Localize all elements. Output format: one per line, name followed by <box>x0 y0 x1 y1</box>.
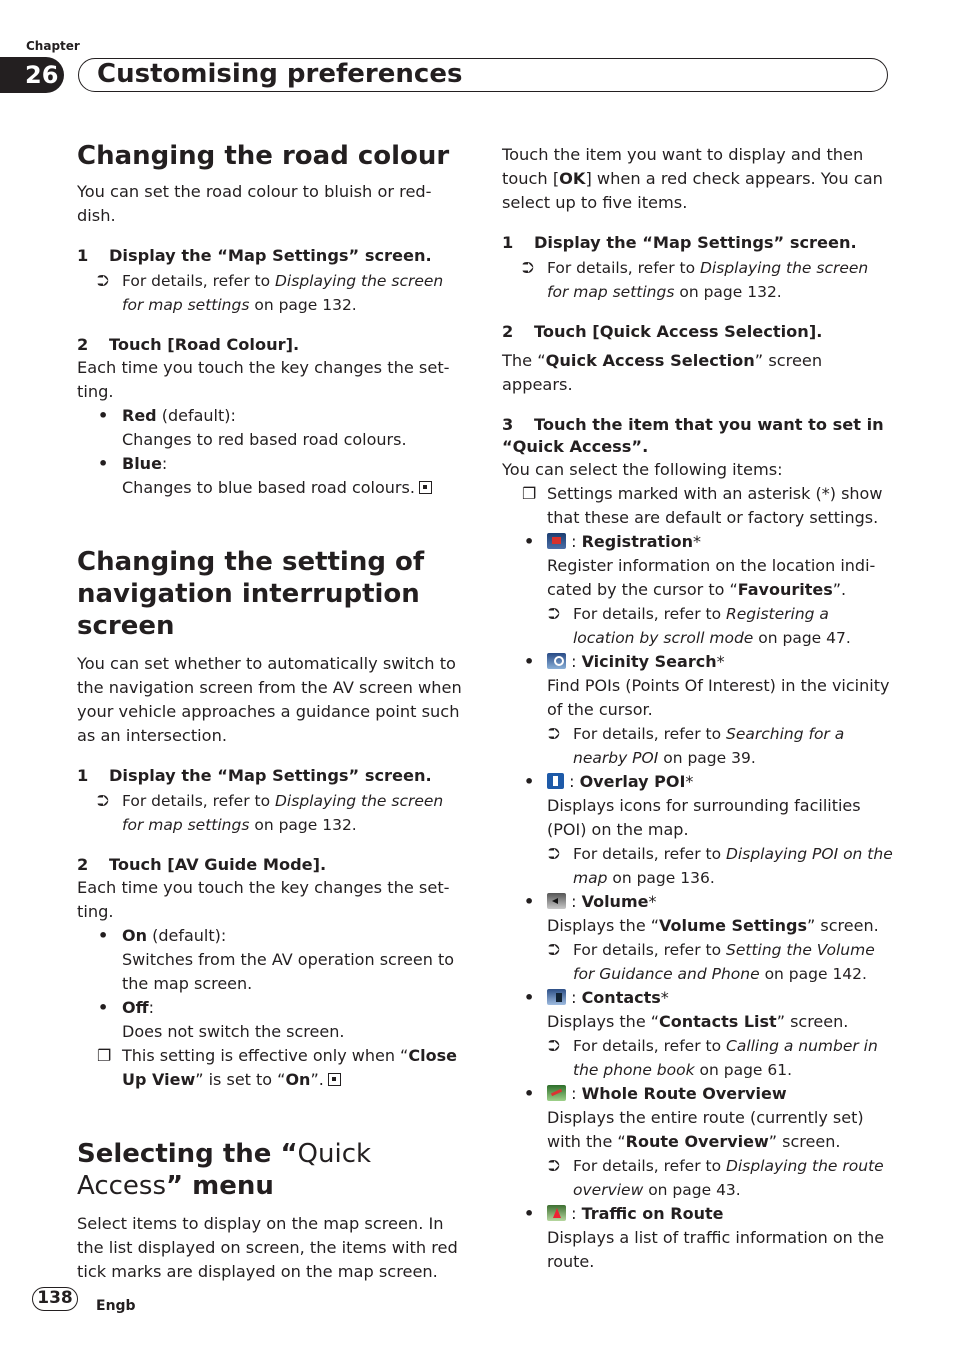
road-colour-heading: Changing the road colour <box>77 141 450 171</box>
end-mark-icon <box>419 481 432 494</box>
arrow-ref-icon: ⮊ <box>548 725 560 743</box>
nav-interrupt-step-2-desc: Each time you touch the key changes the set-ting. <box>77 878 450 921</box>
item-registration-desc: Register information on the location indi-cated by the cursor to “Favourites”. <box>547 556 876 599</box>
page-link[interactable]: Displaying the screen for map settings <box>547 259 869 301</box>
arrow-ref-icon: ⮊ <box>548 1037 560 1055</box>
bullet-icon: • <box>98 454 109 473</box>
road-colour-step-1: 1 Display the “Map Settings” screen. <box>77 246 432 265</box>
vicinity-search-icon <box>547 653 566 669</box>
page-link[interactable]: Searching for a nearby POI <box>573 725 845 767</box>
asterisk-note: ❐ Settings marked with an asterisk (*) show that these are default or factory settings. <box>522 484 883 527</box>
item-vicinity-search-ref: ⮊ For details, refer to Searching for a nearby POI on page 39. <box>502 722 894 770</box>
nav-interrupt-intro: You can set whether to automatically switch to the navigation screen from the AV screen when your vehicle approaches a guidance point such as an intersection. <box>77 654 462 745</box>
page-link[interactable]: Registering a location by scroll mode <box>573 605 829 647</box>
arrow-ref-icon: ⮊ <box>548 941 560 959</box>
item-volume: • : Volume* <box>502 890 894 914</box>
page-link[interactable]: Displaying the route overview <box>573 1157 884 1199</box>
option-on: • On (default): <box>77 924 465 948</box>
note-box-icon: ❐ <box>522 484 537 503</box>
item-volume-ref: ⮊ For details, refer to Setting the Volume for Guidance and Phone on page 142. <box>502 938 894 986</box>
road-colour-intro: You can set the road colour to bluish or red-dish. <box>77 182 432 225</box>
quick-access-step-1-ref: ⮊ For details, refer to Displaying the screen for map settings on page 132. <box>502 256 894 304</box>
left-column <box>77 140 465 1284</box>
nav-interrupt-step-2: 2 Touch [AV Guide Mode]. <box>77 855 327 874</box>
option-off: • Off: <box>77 996 465 1020</box>
item-overlay-poi-desc: Displays icons for surrounding facilities (POI) on the map. <box>547 796 861 839</box>
bullet-icon: • <box>524 652 535 671</box>
bullet-icon: • <box>524 772 535 791</box>
option-red: • Red (default): <box>77 404 465 428</box>
option-blue: • Blue: <box>77 452 465 476</box>
bullet-icon: • <box>524 532 535 551</box>
right-column <box>502 143 894 1274</box>
language-code: Engb <box>96 1298 136 1314</box>
quick-access-step-2-desc: The “Quick Access Selection” screen appears. <box>502 351 823 394</box>
page-link[interactable]: Displaying the screen for map settings <box>122 272 444 314</box>
option-on-desc: Switches from the AV operation screen to the map screen. <box>122 950 455 993</box>
item-contacts: • : Contacts* <box>502 986 894 1010</box>
page-number: 138 <box>32 1287 78 1311</box>
arrow-ref-icon: ⮊ <box>548 1157 560 1175</box>
registration-icon <box>547 533 566 549</box>
arrow-ref-icon: ⮊ <box>97 792 109 810</box>
quick-access-step-2: 2 Touch [Quick Access Selection]. <box>502 322 823 341</box>
quick-access-step-3-desc: You can select the following items: <box>502 460 783 479</box>
page-link[interactable]: Displaying the screen for map settings <box>122 792 444 834</box>
item-vicinity-search: • : Vicinity Search* <box>502 650 894 674</box>
item-traffic-on-route: • : Traffic on Route <box>502 1202 894 1226</box>
option-blue-desc: Changes to blue based road colours. <box>77 476 465 500</box>
bullet-icon: • <box>98 926 109 945</box>
volume-icon <box>547 893 566 909</box>
whole-route-overview-icon <box>547 1085 566 1101</box>
note-box-icon: ❐ <box>97 1046 112 1065</box>
quick-access-step-3: 3 Touch the item that you want to set in “Quick Access”. <box>502 415 884 456</box>
nav-interrupt-note: ❐ This setting is effective only when “Close Up View” is set to “On”. <box>97 1046 457 1089</box>
option-off-desc: Does not switch the screen. <box>122 1022 345 1041</box>
chapter-label: Chapter <box>26 39 80 53</box>
chapter-number: 26 <box>0 57 64 93</box>
arrow-ref-icon: ⮊ <box>548 845 560 863</box>
arrow-ref-icon: ⮊ <box>522 259 534 277</box>
item-contacts-ref: ⮊ For details, refer to Calling a number in the phone book on page 61. <box>502 1034 894 1082</box>
chapter-title: Customising preferences <box>78 58 888 92</box>
bullet-icon: • <box>98 406 109 425</box>
item-registration: • : Registration* <box>502 530 894 554</box>
item-whole-route-overview-desc: Displays the entire route (currently set) with the “Route Overview” screen. <box>547 1108 864 1151</box>
end-mark-icon <box>328 1073 341 1086</box>
page-link[interactable]: Setting the Volume for Guidance and Phone <box>573 941 875 983</box>
arrow-ref-icon: ⮊ <box>97 272 109 290</box>
item-overlay-poi-ref: ⮊ For details, refer to Displaying POI on the map on page 136. <box>502 842 894 890</box>
item-traffic-on-route-desc: Displays a list of traffic information on the route. <box>547 1228 885 1271</box>
item-overlay-poi: • : Overlay POI* <box>502 770 894 794</box>
page-link[interactable]: Calling a number in the phone book <box>573 1037 878 1079</box>
quick-access-intro: Select items to display on the map screen. In the list displayed on screen, the items with red tick marks are displayed on the map screen. <box>77 1214 458 1281</box>
contacts-icon <box>547 989 566 1005</box>
bullet-icon: • <box>524 988 535 1007</box>
overlay-poi-icon <box>547 773 564 789</box>
quick-access-step-1: 1 Display the “Map Settings” screen. <box>502 233 857 252</box>
item-whole-route-overview: • : Whole Route Overview <box>502 1082 894 1106</box>
page-link[interactable]: Displaying POI on the map <box>573 845 893 887</box>
road-colour-step-2: 2 Touch [Road Colour]. <box>77 335 300 354</box>
option-red-desc: Changes to red based road colours. <box>122 430 407 449</box>
item-contacts-desc: Displays the “Contacts List” screen. <box>547 1012 849 1031</box>
road-colour-step-1-ref: ⮊ For details, refer to Displaying the screen for map settings on page 132. <box>77 269 465 317</box>
traffic-on-route-icon <box>547 1205 566 1221</box>
bullet-icon: • <box>524 1204 535 1223</box>
nav-interrupt-heading: Changing the setting of navigation interruption screen <box>77 547 425 641</box>
item-volume-desc: Displays the “Volume Settings” screen. <box>547 916 879 935</box>
nav-interrupt-step-1: 1 Display the “Map Settings” screen. <box>77 766 432 785</box>
arrow-ref-icon: ⮊ <box>548 605 560 623</box>
quick-access-heading: Selecting the “Quick Access” menu <box>77 1139 372 1201</box>
item-registration-ref: ⮊ For details, refer to Registering a location by scroll mode on page 47. <box>502 602 894 650</box>
bullet-icon: • <box>524 892 535 911</box>
bullet-icon: • <box>98 998 109 1017</box>
road-colour-step-2-desc: Each time you touch the key changes the set-ting. <box>77 358 450 401</box>
item-whole-route-overview-ref: ⮊ For details, refer to Displaying the route overview on page 43. <box>502 1154 894 1202</box>
nav-interrupt-step-1-ref: ⮊ For details, refer to Displaying the screen for map settings on page 132. <box>77 789 465 837</box>
quick-access-intro-2: Touch the item you want to display and then touch [OK] when a red check appears. You can select up to five items. <box>502 145 883 212</box>
item-vicinity-search-desc: Find POIs (Points Of Interest) in the vicinity of the cursor. <box>547 676 890 719</box>
bullet-icon: • <box>524 1084 535 1103</box>
